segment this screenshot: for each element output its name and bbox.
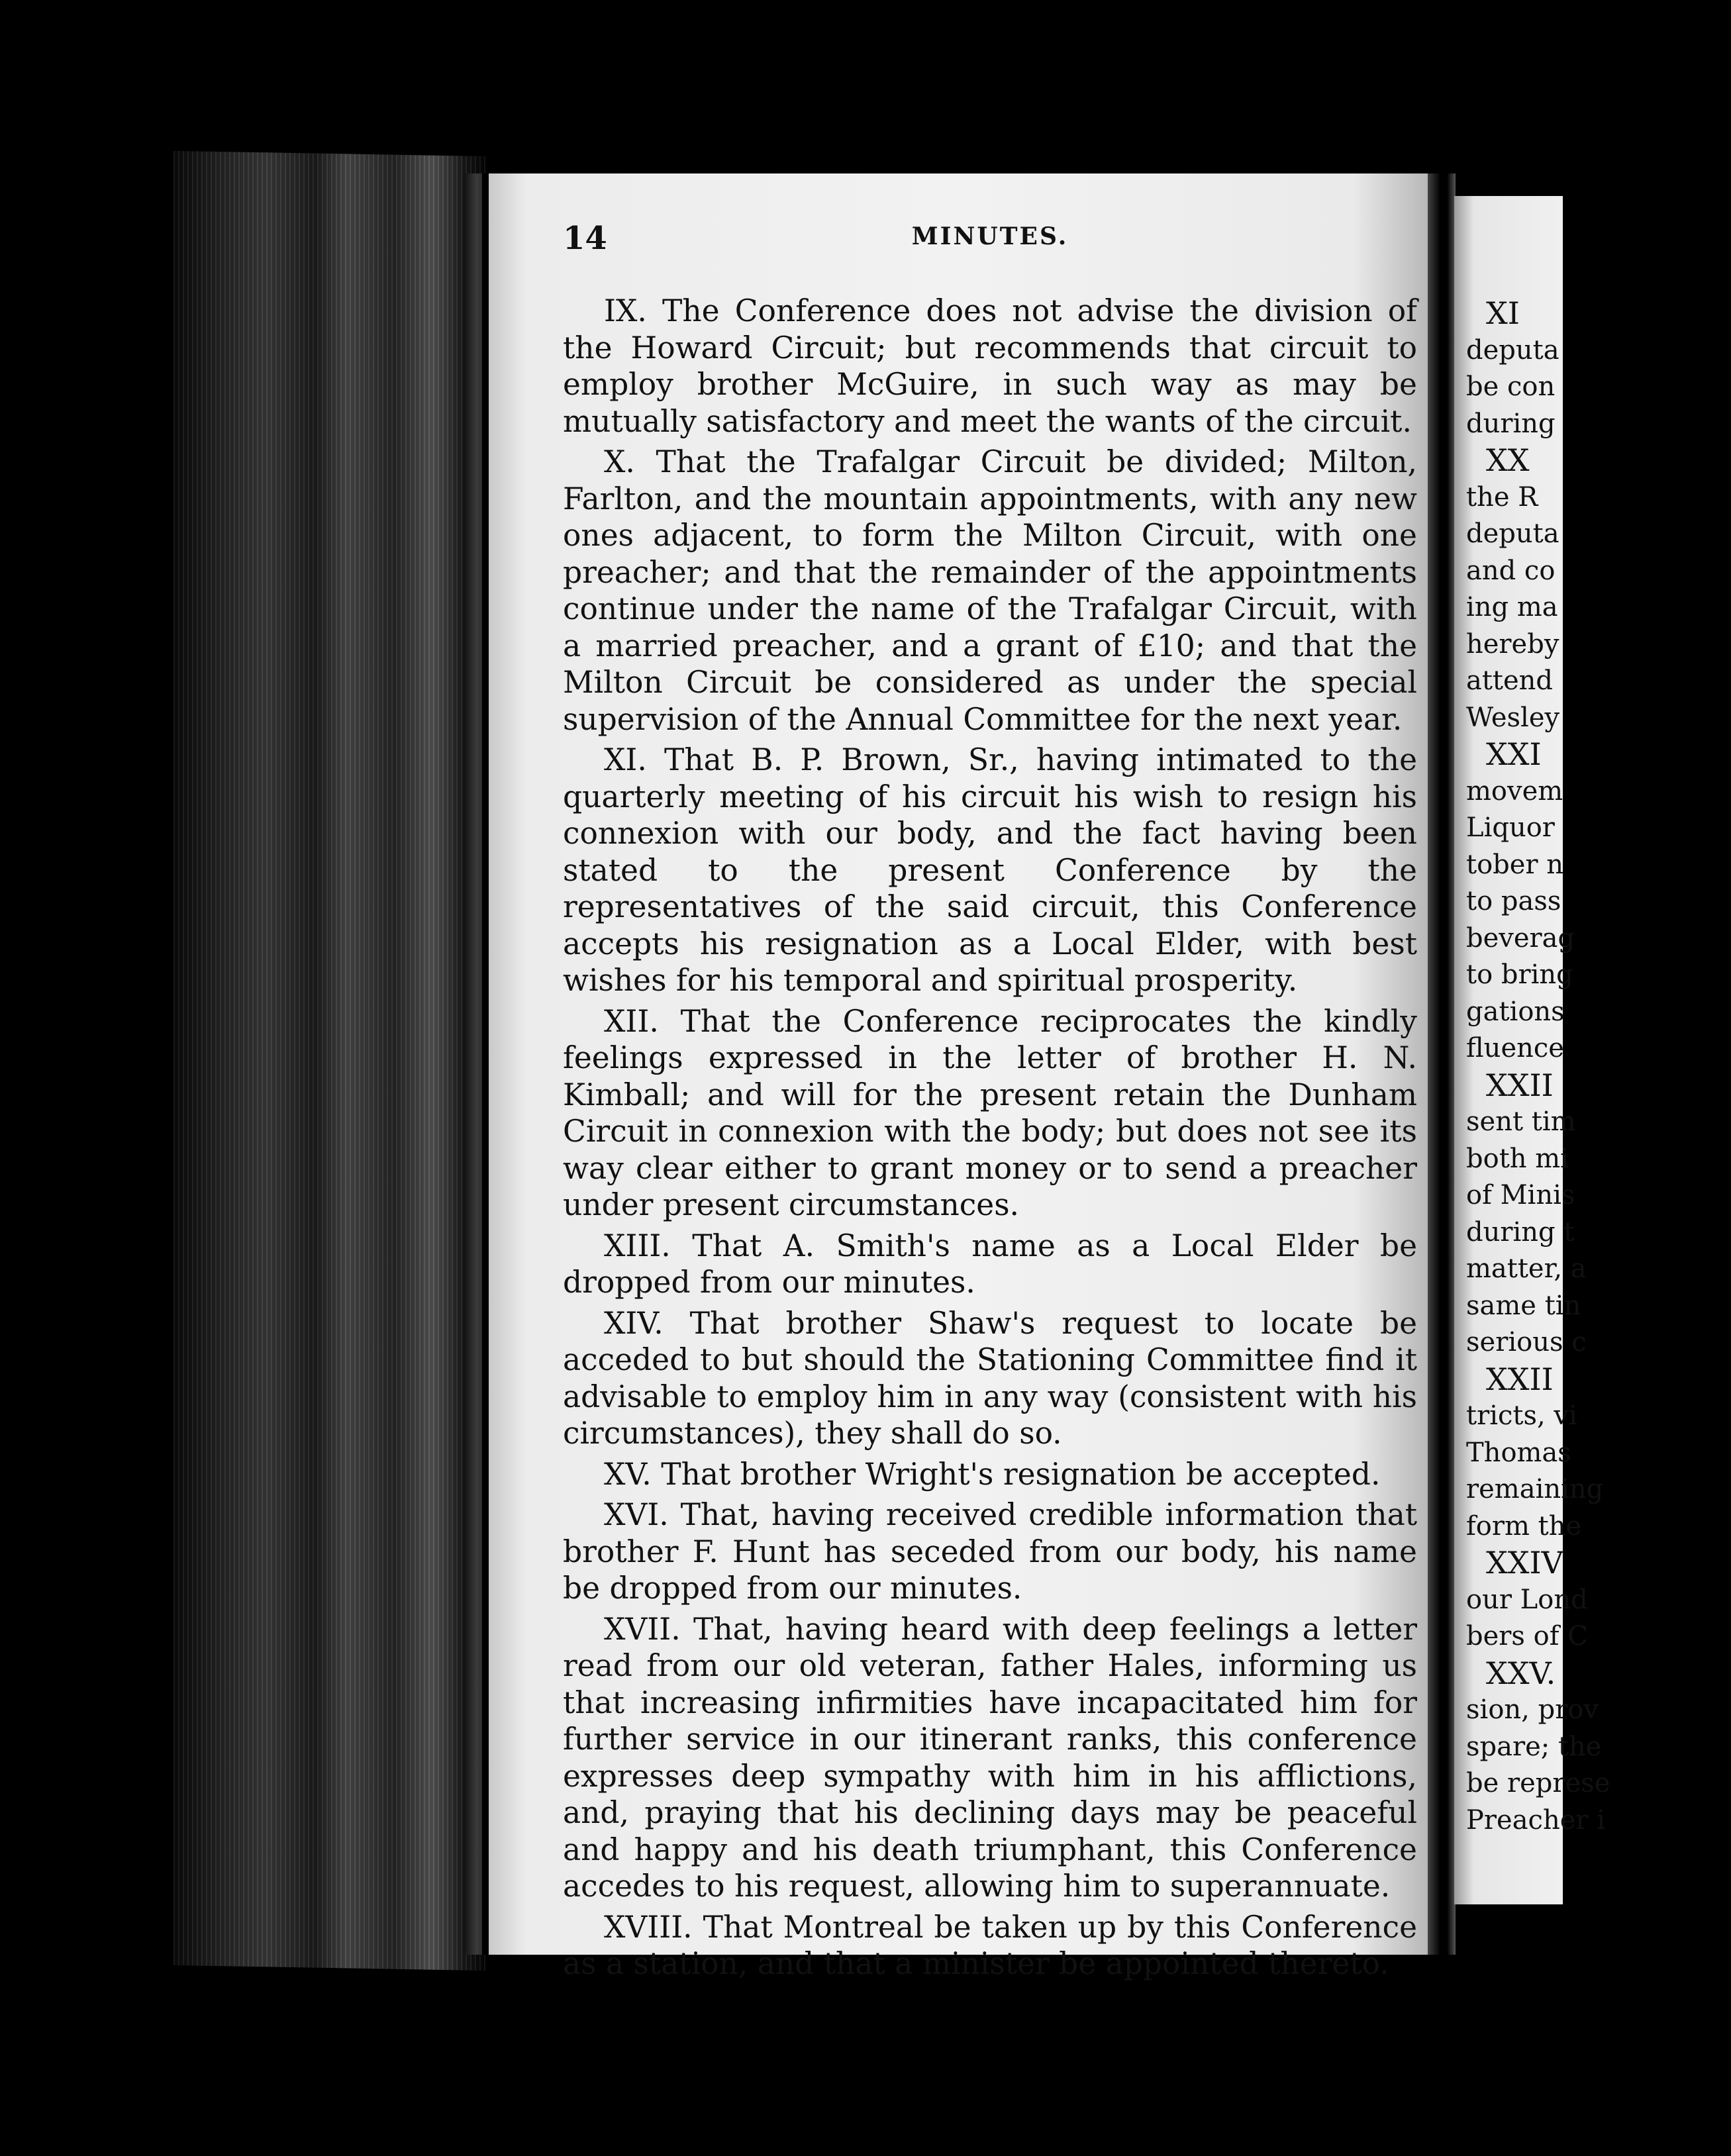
right-page-line: serious c <box>1466 1327 1587 1357</box>
right-page-line: deputa <box>1466 334 1559 366</box>
running-head <box>563 215 1417 268</box>
minute-paragraph <box>563 1456 1417 1493</box>
left-page <box>489 173 1428 1981</box>
right-page-line: movem <box>1466 775 1563 807</box>
right-page-line: gations <box>1466 996 1565 1027</box>
right-page-fragment <box>1454 196 1610 1904</box>
minute-numeral: XI. <box>604 742 647 777</box>
right-page-line: XXIV <box>1486 1545 1563 1581</box>
right-page-line: matter, a <box>1466 1253 1587 1284</box>
right-page-line: tricts, vi <box>1466 1400 1577 1431</box>
right-page-line: our Lond <box>1466 1584 1588 1615</box>
minute-numeral: XII. <box>604 1003 659 1039</box>
minute-numeral: XVII. <box>604 1611 681 1647</box>
minute-text: That Montreal be taken up by this Conference as a station, and that a minister be appointed thereto. <box>563 1909 1417 1981</box>
right-page-line: Preacher i <box>1466 1804 1606 1836</box>
running-title: MINUTES. <box>911 222 1069 250</box>
right-page-line: during t <box>1466 1216 1575 1248</box>
minute-numeral: XIII. <box>604 1228 671 1263</box>
right-page-line: XXI <box>1486 736 1542 772</box>
right-page-line: Liquor <box>1466 812 1555 843</box>
minute-numeral: XV. <box>604 1456 652 1492</box>
right-page-line: same tin <box>1466 1290 1581 1321</box>
right-page-line: the R <box>1466 481 1538 513</box>
minute-text: That, having received credible information that brother F. Hunt has seceded from our body, his name be dropped from our minutes. <box>563 1497 1417 1606</box>
right-page-line: tober n <box>1466 849 1564 880</box>
right-gutter <box>1428 173 1456 1955</box>
right-page-line: to bring <box>1466 959 1573 990</box>
minute-text: That the Conference reciprocates the kindly feelings expressed in the letter of brother H. N. Kimball; and will for the present retain the Dunham Circuit in connexion with the body; but does not see its way clear either to grant money or to send a preacher under present circumstances. <box>563 1003 1417 1222</box>
minute-paragraph <box>563 444 1417 738</box>
minute-text: The Conference does not advise the division of the Howard Circuit; but recommends that circuit to employ brother McGuire, in such way as may be mutually satisfactory and meet the wants of the circuit. <box>563 293 1417 439</box>
gutter-shadow <box>482 173 489 1955</box>
right-page-line: both mi <box>1466 1143 1569 1174</box>
minute-paragraph <box>563 1909 1417 1983</box>
right-page-line: bers of C <box>1466 1621 1588 1651</box>
minute-paragraph <box>563 742 1417 999</box>
right-page-line: fluence <box>1466 1033 1564 1063</box>
right-page-line: and co <box>1466 555 1556 586</box>
minute-text: That A. Smith's name as a Local Elder be dropped from our minutes. <box>563 1228 1417 1300</box>
right-page-line: be con <box>1466 371 1556 402</box>
right-page-line: XXV. <box>1486 1655 1556 1691</box>
minute-numeral: IX. <box>604 293 647 328</box>
right-page-line: XX <box>1486 442 1530 478</box>
minute-paragraph <box>563 293 1417 440</box>
minute-paragraph <box>563 1228 1417 1301</box>
right-page-line: deputa <box>1466 518 1559 549</box>
right-page-line: to pass <box>1466 886 1561 916</box>
right-page-lines <box>1466 295 1731 1839</box>
right-page-line: remaining <box>1466 1474 1604 1504</box>
minutes-body <box>563 293 1417 1983</box>
minute-paragraph <box>563 1611 1417 1905</box>
right-page-line: of Minis <box>1466 1180 1575 1210</box>
page-content <box>563 215 1417 1986</box>
right-page-line: attend <box>1466 665 1554 696</box>
right-page-line: beverag <box>1466 922 1575 954</box>
minute-text: That brother Shaw's request to locate be acceded to but should the Stationing Committee find it advisable to employ him in any way (consistent with his circumstances), they shall do so. <box>563 1305 1417 1451</box>
right-page-line: XI <box>1486 295 1520 331</box>
minute-numeral: XVI. <box>604 1497 669 1532</box>
minute-text: That, having heard with deep feelings a letter read from our old veteran, father Hales, informing us that increasing infirmities have incapacitated him for further service in our itinerant ranks, this conference expresses deep sympathy with him in his afflictions, and, praying that his declining days may be peaceful and happy and his death triumphant, this Conference accedes to his request, allowing him to superannuate. <box>563 1611 1417 1904</box>
right-page-line: ing ma <box>1466 592 1558 622</box>
minute-numeral: XVIII. <box>604 1909 693 1945</box>
minute-text: That brother Wright's resignation be accepted. <box>661 1456 1381 1492</box>
minute-paragraph <box>563 1496 1417 1607</box>
right-page-line: sion, prov <box>1466 1694 1599 1725</box>
minute-paragraph <box>563 1305 1417 1452</box>
minute-text: That the Trafalgar Circuit be divided; Milton, Farlton, and the mountain appointments, with any new ones adjacent, to form the Milton Circuit, with one preacher; and that the remainder of the appointments continue under the name of the Trafalgar Circuit, with a married preacher, and a grant of £10; and that the Milton Circuit be considered as under the special supervision of the Annual Committee for the next year. <box>563 444 1417 737</box>
right-page-line: during <box>1466 408 1556 439</box>
right-page-line: sent tim <box>1466 1106 1576 1137</box>
right-page-line: spare; the <box>1466 1731 1602 1762</box>
right-page-line: XXII <box>1486 1067 1554 1103</box>
minute-paragraph <box>563 1003 1417 1224</box>
book-page-edges <box>173 151 489 1971</box>
right-page-line: XXII <box>1486 1361 1554 1397</box>
minute-text: That B. P. Brown, Sr., having intimated to the quarterly meeting of his circuit his wish to resign his connexion with our body, and the fact having been stated to the present Conference by the representatives of the said circuit, this Conference accepts his resignation as a Local Elder, with best wishes for his temporal and spiritual prosperity. <box>563 742 1418 998</box>
right-page-line: form the <box>1466 1510 1582 1542</box>
right-page-line: hereby <box>1466 628 1559 660</box>
minute-numeral: X. <box>604 444 635 479</box>
right-page-line: Wesley <box>1466 702 1560 733</box>
minute-numeral: XIV. <box>604 1305 664 1341</box>
right-page-line: Thomas <box>1466 1437 1571 1468</box>
page-number: 14 <box>563 220 607 257</box>
right-page-line: be represe <box>1466 1768 1610 1798</box>
